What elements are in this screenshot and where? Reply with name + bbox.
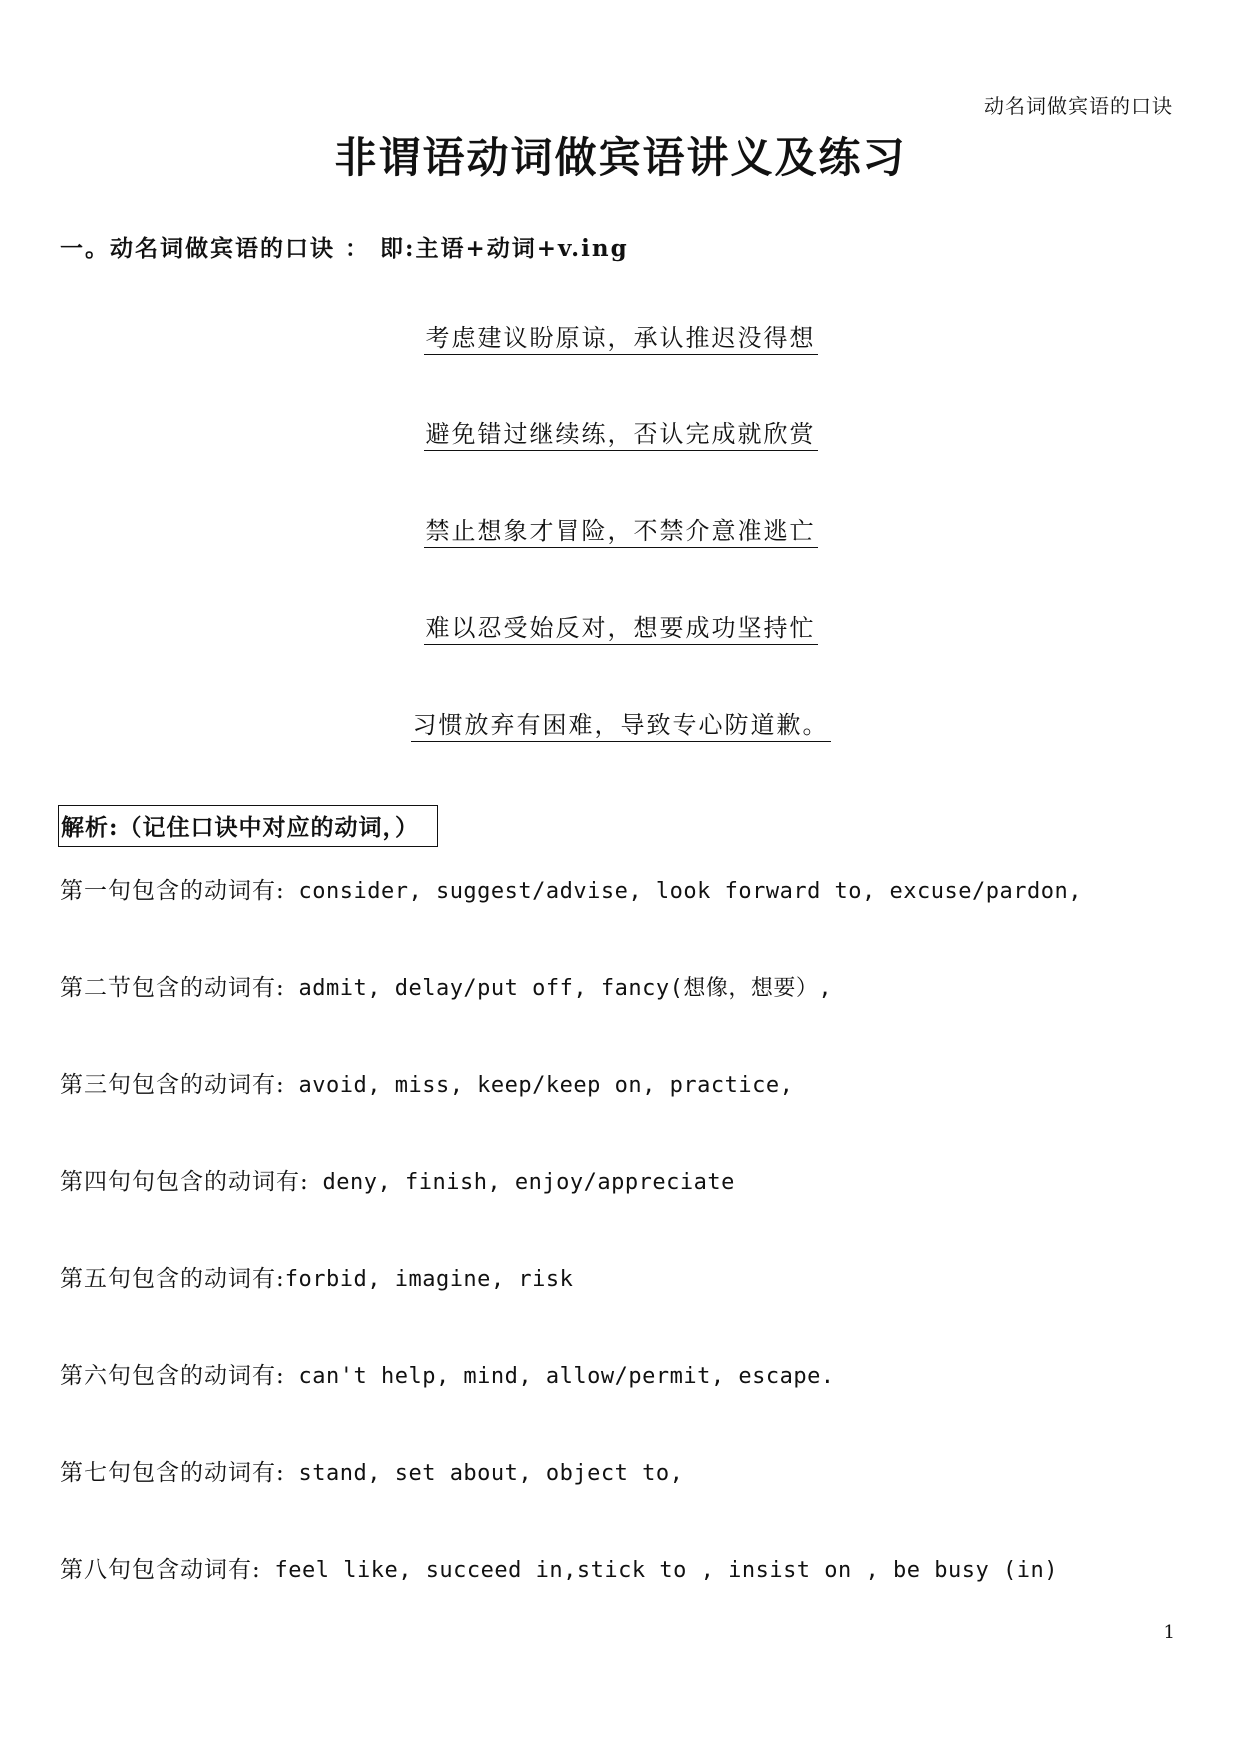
- verse-line: 习惯放弃有困难，导致专心防道歉。: [0, 705, 1241, 740]
- verse-line: 避免错过继续练，否认完成就欣赏: [0, 414, 1241, 449]
- verse-line: 难以忍受始反对，想要成功坚持忙: [0, 608, 1241, 643]
- running-header: 动名词做宾语的口诀: [984, 94, 1173, 118]
- verb-list-line: 第六句包含的动词有: can't help, mind, allow/permit, escape.: [60, 1363, 835, 1389]
- verb-list-line: 第三句包含的动词有: avoid, miss, keep/keep on, practice,: [60, 1072, 794, 1098]
- verse-line: 考虑建议盼原谅，承认推迟没得想: [0, 318, 1241, 353]
- verb-list-line: 第一句包含的动词有: consider, suggest/advise, look forward to, excuse/pardon,: [60, 878, 1082, 904]
- verb-list-line: 第二节包含的动词有: admit, delay/put off, fancy(想像，想要）,: [60, 975, 833, 1001]
- verb-list-line: 第七句包含的动词有: stand, set about, object to,: [60, 1460, 684, 1486]
- verse-line: 禁止想象才冒险，不禁介意准逃亡: [0, 511, 1241, 546]
- document-title: 非谓语动词做宾语讲义及练习: [334, 133, 907, 182]
- page-number: 1: [1163, 1622, 1175, 1643]
- section-heading: 一。动名词做宾语的口诀 ： 即:主语+动词+v.ing: [60, 235, 629, 262]
- analysis-label-box: 解析:（记住口诀中对应的动词，）: [58, 805, 438, 847]
- verb-list-line: 第四句句包含的动词有: deny, finish, enjoy/appreciate: [60, 1169, 735, 1195]
- verb-list-line: 第五句包含的动词有:forbid, imagine, risk: [60, 1266, 574, 1292]
- verb-list-line: 第八句包含动词有: feel like, succeed in,stick to , insist on , be busy (in): [60, 1557, 1058, 1583]
